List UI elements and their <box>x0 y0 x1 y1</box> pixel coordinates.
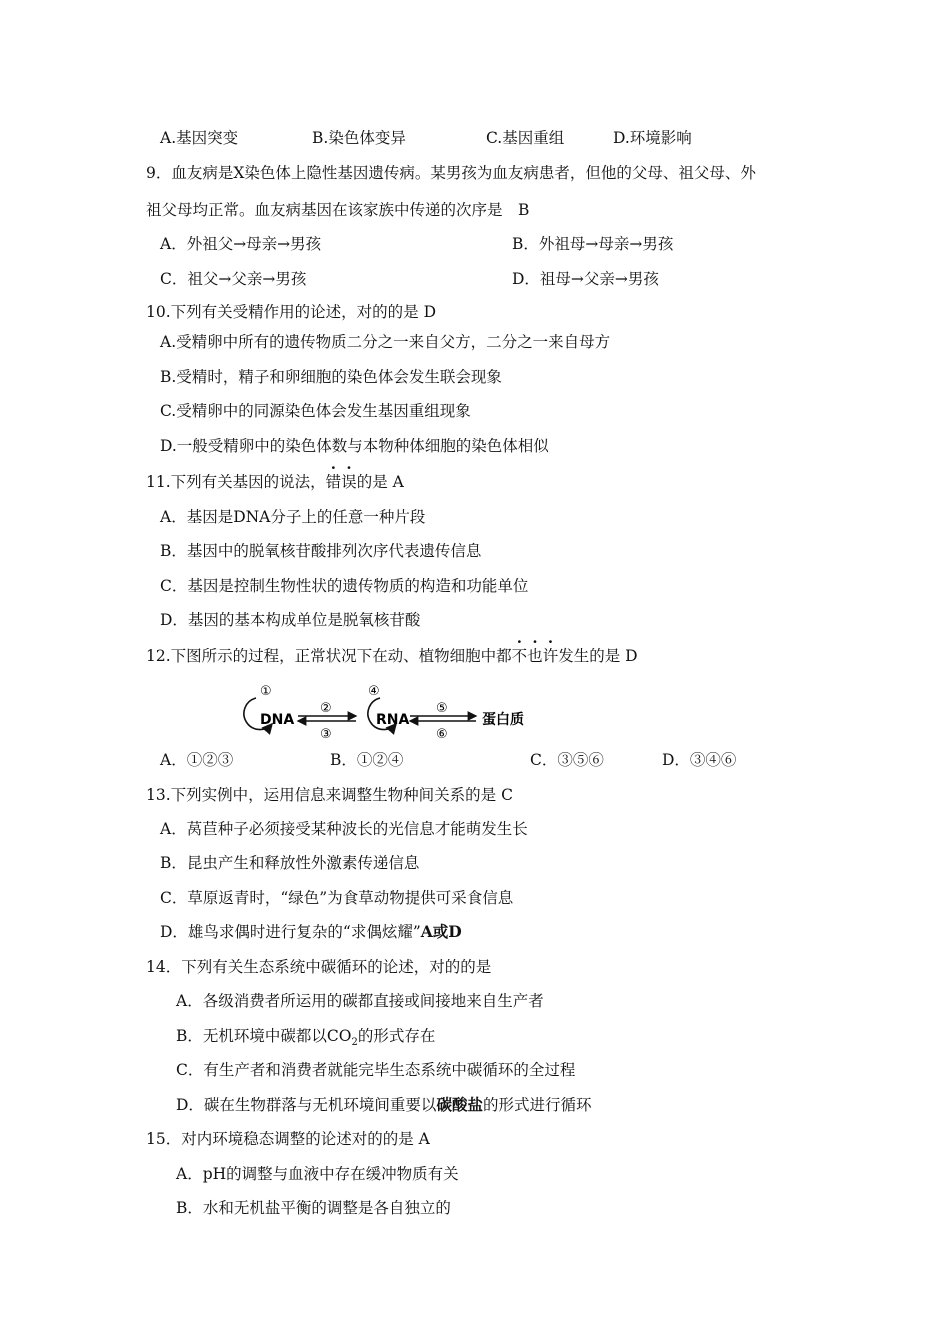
central-dogma-diagram <box>236 680 546 742</box>
q14-stem: 14．下列有关生态系统中碳循环的论述，对的的是 <box>146 958 492 976</box>
rna-label: RNA <box>376 712 410 728</box>
q10-option-b: B.受精时，精子和卵细胞的染色体会发生联会现象 <box>160 368 502 386</box>
q9-option-a: A．外祖父→母亲→男孩 <box>160 235 322 253</box>
label-n4: ④ <box>368 684 380 699</box>
q14-option-d <box>176 1095 591 1115</box>
q9-option-d: D．祖母→父亲→男孩 <box>512 270 659 288</box>
q13-option-b: B．昆虫产生和释放性外激素传递信息 <box>160 854 420 872</box>
q12-emphasis-char: 许 <box>542 647 559 665</box>
q13-answer-note: A或D <box>420 922 462 941</box>
q10-option-c: C.受精卵中的同源染色体会发生基因重组现象 <box>160 402 471 420</box>
q14-option-c: C．有生产者和消费者就能完毕生态系统中碳循环的全过程 <box>176 1061 576 1079</box>
q13-option-d-text: D．雄鸟求偶时进行复杂的“求偶炫耀” <box>160 923 421 941</box>
q14-option-d-bold: 碳酸盐 <box>436 1095 483 1114</box>
q9-option-c: C．祖父→父亲→男孩 <box>160 270 307 288</box>
dna-label: DNA <box>260 712 295 728</box>
protein-label: 蛋白质 <box>482 712 524 728</box>
q11-option-c: C．基因是控制生物性状的遗传物质的构造和功能单位 <box>160 577 529 595</box>
q11-stem-pre: 11.下列有关基因的说法， <box>146 473 326 491</box>
q11-option-d: D．基因的基本构成单位是脱氧核苷酸 <box>160 611 421 629</box>
q11-stem-post: 的是 A <box>356 473 404 491</box>
q14-option-b <box>176 1026 436 1049</box>
q12-option-d: D．③④⑥ <box>662 751 737 769</box>
q14-option-b-subscript: 2 <box>351 1037 358 1049</box>
q9-stem-line1: 9．血友病是X染色体上隐性基因遗传病。某男孩为血友病患者，但他的父母、祖父母、外 <box>146 164 756 182</box>
q13-stem: 13.下列实例中，运用信息来调整生物种间关系的是 C <box>146 786 513 804</box>
q11-emphasis-char: 误 <box>341 473 357 491</box>
q15-option-a: A．pH的调整与血液中存在缓冲物质有关 <box>176 1165 459 1183</box>
q13-option-a: A．莴苣种子必须接受某种波长的光信息才能萌发生长 <box>160 820 528 838</box>
q11-option-a: A．基因是DNA分子上的任意一种片段 <box>160 508 426 526</box>
q10-stem: 10.下列有关受精作用的论述，对的的是 D <box>146 303 437 321</box>
label-n2: ② <box>320 701 332 716</box>
q11-emphasis-char: 错 <box>325 473 342 491</box>
q13-option-d <box>160 922 462 942</box>
q12-emphasis-char: 也 <box>527 647 543 665</box>
q12-stem-post: 发生的是 D <box>558 647 638 665</box>
q13-option-c: C．草原返青时，“绿色”为食草动物提供可采食信息 <box>160 889 514 907</box>
q11-option-b: B．基因中的脱氧核苷酸排列次序代表遗传信息 <box>160 542 482 560</box>
q8-option-c: C.基因重组 <box>486 129 565 147</box>
q10-option-d: D.一般受精卵中的染色体数与本物种体细胞的染色体相似 <box>160 437 549 455</box>
q12-option-b: B．①②④ <box>330 751 404 769</box>
q14-option-b-text-end: 的形式存在 <box>357 1027 436 1045</box>
q9-stem-line2: 祖父母均正常。血友病基因在该家族中传递的次序是 B <box>146 201 530 219</box>
q8-option-b: B.染色体变异 <box>312 129 406 147</box>
q12-stem-pre: 12.下图所示的过程，正常状况下在动、植物细胞中都 <box>146 647 512 665</box>
q8-option-a: A.基因突变 <box>160 129 239 147</box>
q12-option-a: A．①②③ <box>160 751 234 769</box>
label-n6: ⑥ <box>436 727 448 742</box>
q14-option-b-text: B．无机环境中碳都以CO <box>176 1027 352 1045</box>
q12-emphasis-char: 不 <box>511 647 528 665</box>
label-n1: ① <box>260 684 272 699</box>
q8-option-d: D.环境影响 <box>613 129 692 147</box>
q14-option-d-text: D．碳在生物群落与无机环境间重要以 <box>176 1096 437 1114</box>
q12-option-c: C．③⑤⑥ <box>530 751 604 769</box>
q14-option-d-text-end: 的形式进行循环 <box>482 1096 592 1114</box>
q10-option-a: A.受精卵中所有的遗传物质二分之一来自父方，二分之一来自母方 <box>160 333 611 351</box>
label-n5: ⑤ <box>436 701 448 716</box>
q12-stem <box>146 646 638 666</box>
q15-option-b: B．水和无机盐平衡的调整是各自独立的 <box>176 1199 451 1217</box>
q15-stem: 15．对内环境稳态调整的论述对的的是 A <box>146 1130 430 1148</box>
q14-option-a: A．各级消费者所运用的碳都直接或间接地来自生产者 <box>176 992 544 1010</box>
label-n3: ③ <box>320 727 332 742</box>
q9-option-b: B．外祖母→母亲→男孩 <box>512 235 674 253</box>
q11-stem <box>146 472 404 492</box>
